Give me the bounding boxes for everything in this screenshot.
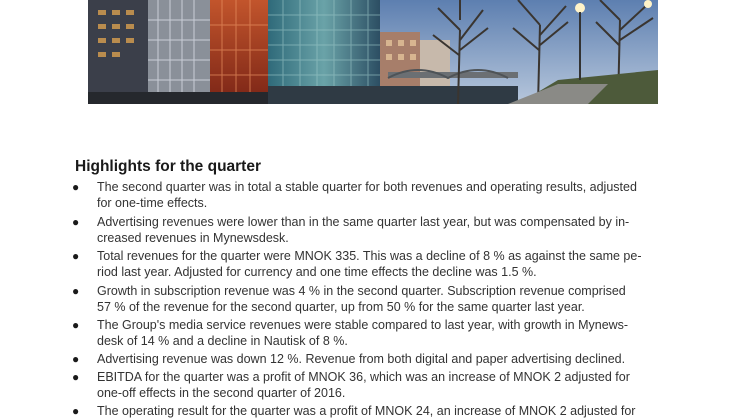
- bullet-icon: ●: [72, 404, 80, 418]
- list-item-text: creased revenues in Mynewsdesk.: [97, 231, 289, 245]
- list-item-text: Advertising revenues were lower than in the same quarter last year, but was compensated by in-: [97, 215, 630, 229]
- list-item-text: The operating result for the quarter was a profit of MNOK 24, an increase of MNOK 2 adjusted for: [97, 404, 636, 418]
- bullet-icon: ●: [72, 352, 80, 366]
- list-item-text: desk of 14 % and a decline in Nautisk of 8 %.: [97, 334, 348, 348]
- list-item-text: Growth in subscription revenue was 4 % in the second quarter. Subscription revenue comprised: [97, 284, 626, 298]
- bullet-icon: ●: [72, 249, 80, 263]
- list-item-text: The Group's media service revenues were stable compared to last year, with growth in Mynews-: [97, 318, 629, 332]
- list-item-text: one-off effects in the second quarter of 2016.: [97, 386, 346, 400]
- bullet-icon: ●: [72, 318, 80, 332]
- header-photo: [88, 0, 658, 104]
- list-item-text: 57 % of the revenue for the second quarter, up from 50 % for the same quarter last year.: [97, 300, 585, 314]
- list-item-text: Advertising revenue was down 12 %. Revenue from both digital and paper advertising declined.: [97, 352, 626, 366]
- bullet-icon: ●: [72, 370, 80, 384]
- list-item-text: The second quarter was in total a stable quarter for both revenues and operating results, adjusted: [97, 180, 637, 194]
- bullet-icon: ●: [72, 180, 80, 194]
- section-heading: Highlights for the quarter: [75, 158, 261, 175]
- list-item-text: Total revenues for the quarter were MNOK 335. This was a decline of 8 % as against the same pe-: [97, 249, 642, 263]
- bullet-icon: ●: [72, 284, 80, 298]
- list-item-text: for one-time effects.: [97, 196, 208, 210]
- list-item-text: riod last year. Adjusted for currency and one time effects the decline was 1.5 %.: [97, 265, 537, 279]
- bullet-icon: ●: [72, 215, 80, 229]
- list-item-text: EBITDA for the quarter was a profit of MNOK 36, which was an increase of MNOK 2 adjusted for: [97, 370, 630, 384]
